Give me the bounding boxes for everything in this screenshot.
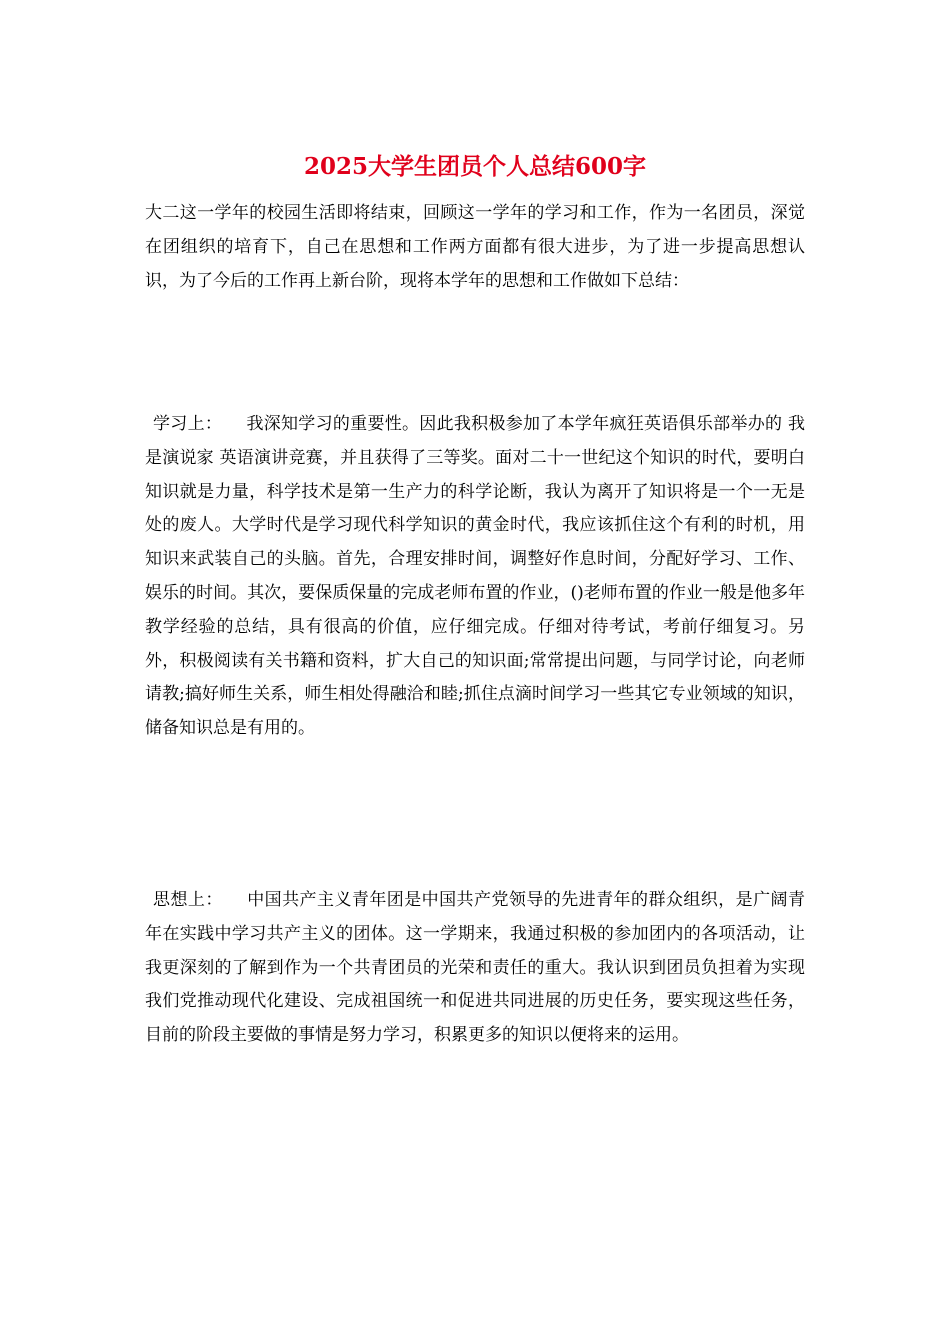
thought-text: 中国共产主义青年团是中国共产党领导的先进青年的群众组织，是广阔青年在实践中学习共产主义的团体。这一学期来，我通过积极的参加团内的各项活动，让我更深刻的了解到作为一个共青团员的光荣和责任的重大。我认识到团员负担着为实现我们党推动现代化建设、完成祖国统一和促进共同进展的历史任务，要实现这些任务，目前的阶段主要做的事情是努力学习，积累更多的知识以便将来的运用。	[145, 890, 806, 1046]
intro-paragraph: 大二这一学年的校园生活即将结束，回顾这一学年的学习和工作，作为一名团员，深觉在团组织的培育下，自己在思想和工作两方面都有很大进步，为了进一步提高思想认识，为了今后的工作再上新台阶，现将本学年的思想和工作做如下总结：	[145, 203, 805, 291]
study-text: 我深知学习的重要性。因此我积极参加了本学年疯狂英语俱乐部举办的 我是演说家 英语演讲竞赛，并且获得了三等奖。面对二十一世纪这个知识的时代，要明白知识就是力量，科学技术是第一生产力的科学论断，我认为离开了知识将是一个一无是处的废人。大学时代是学习现代科学知识的黄金时代，我应该抓住这个有利的时机，用知识来武装自己的头脑。首先，合理安排时间，调整好作息时间，分配好学习、工作、娱乐的时间。其次，要保质保量的完成老师布置的作业，()老师布置的作业一般是他多年教学经验的总结，具有很高的价值，应仔细完成。仔细对待考试，考前仔细复习。另外，积极阅读有关书籍和资料，扩大自己的知识面;常常提出问题，与同学讨论，向老师请教;搞好师生关系，师生相处得融洽和睦;抓住点滴时间学习一些其它专业领域的知识，储备知识总是有用的。	[145, 414, 806, 739]
study-label: 学习上：	[153, 414, 223, 434]
thought-paragraph	[145, 884, 805, 1053]
thought-label: 思想上：	[153, 890, 223, 910]
document-title: 2025大学生团员个人总结600字	[303, 153, 647, 180]
study-paragraph	[145, 408, 805, 746]
